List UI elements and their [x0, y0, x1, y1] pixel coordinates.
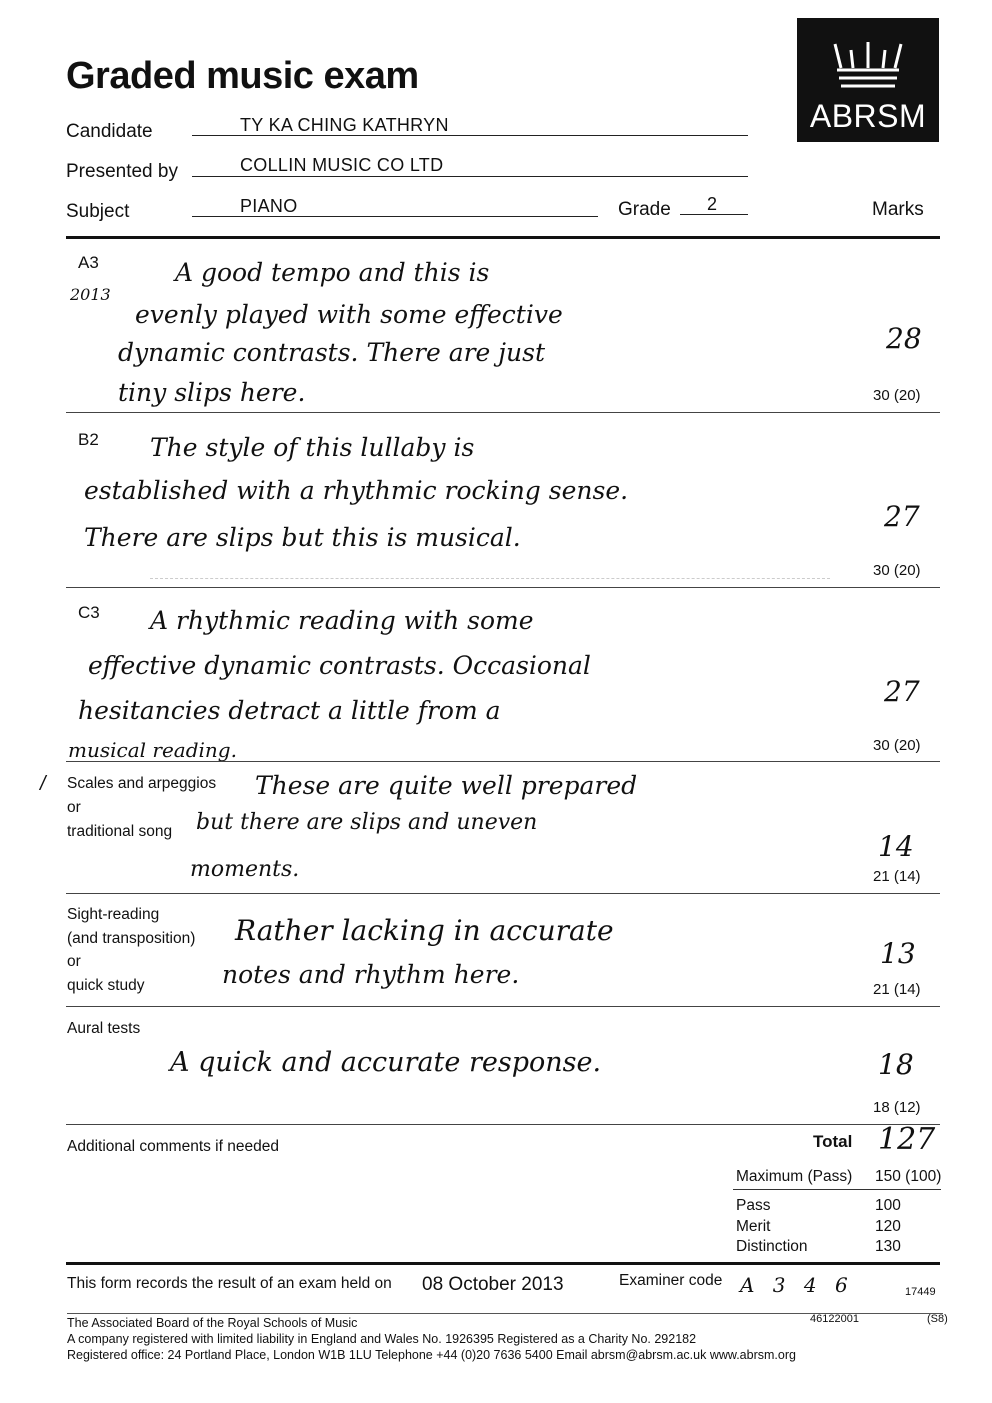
piece-a-comment-line: dynamic contrasts. There are just	[118, 338, 546, 367]
section-divider	[66, 893, 940, 894]
scales-comment-line: These are quite well prepared	[255, 771, 638, 800]
presented-by-value: COLLIN MUSIC CO LTD	[240, 155, 444, 175]
grade-line	[680, 214, 748, 215]
piece-c-comment-line: effective dynamic contrasts. Occasional	[88, 651, 591, 680]
total-value: 127	[878, 1122, 936, 1157]
candidate-line	[192, 135, 748, 136]
piece-a-comment-line: evenly played with some effective	[135, 300, 563, 329]
serial-number: 17449	[905, 1286, 936, 1298]
piece-b-comment-line: The style of this lullaby is	[150, 433, 475, 462]
presented-by-label: Presented by	[66, 161, 178, 182]
office-line: Registered office: 24 Portland Place, London W1B 1LU Telephone +44 (0)20 7636 5400 Email abrsm@abrsm.ac.uk www.abrsm.org	[67, 1348, 796, 1362]
piece-a-comment-line: tiny slips here.	[118, 378, 306, 407]
scales-max: 21 (14)	[873, 868, 921, 885]
aural-max: 18 (12)	[873, 1099, 921, 1116]
piece-a-year: 2013	[70, 285, 111, 304]
grade-label: Grade	[618, 199, 671, 220]
section-divider	[66, 587, 940, 588]
merit-score: 120	[875, 1217, 901, 1235]
examiner-code-label: Examiner code	[619, 1272, 723, 1289]
section-divider	[66, 1124, 940, 1125]
subject-value: PIANO	[240, 196, 298, 216]
sight-mark: 13	[880, 937, 916, 970]
sight-comment-line: Rather lacking in accurate	[235, 914, 614, 947]
records-text: This form records the result of an exam held on	[67, 1275, 392, 1292]
scales-comment-line: moments.	[190, 857, 300, 882]
scales-label: Scales and arpeggios	[67, 775, 217, 792]
org-name: The Associated Board of the Royal Schools of Music	[67, 1316, 358, 1330]
tick-mark: /	[40, 773, 46, 795]
form-title: Graded music exam	[66, 55, 419, 97]
subject-line	[192, 216, 598, 217]
dotted-guide	[150, 578, 830, 579]
pass-label: Pass	[736, 1197, 771, 1214]
piece-c-max: 30 (20)	[873, 737, 921, 754]
distinction-label: Distinction	[736, 1238, 808, 1255]
marks-header: Marks	[872, 199, 924, 220]
piece-b-mark: 27	[884, 500, 920, 533]
candidate-label: Candidate	[66, 121, 153, 142]
subject-label: Subject	[66, 201, 130, 222]
piece-c-mark: 27	[884, 675, 920, 708]
presented-by-line	[192, 176, 748, 177]
sight-or-label: or	[67, 953, 81, 970]
piece-a-max: 30 (20)	[873, 387, 921, 404]
scales-comment-line: but there are slips and uneven	[196, 810, 538, 835]
bands-names	[736, 1196, 808, 1258]
piece-c-comment-line: A rhythmic reading with some	[150, 606, 534, 635]
distinction-score: 130	[875, 1238, 901, 1255]
bands-rule	[733, 1189, 941, 1190]
header-rule	[66, 236, 940, 239]
registration-line: A company registered with limited liability in England and Wales No. 1926395 Registered as a Charity No. 292182	[67, 1332, 697, 1346]
sight-max: 21 (14)	[873, 981, 921, 998]
piece-c-code: C3	[78, 603, 100, 622]
candidate-name: TY KA CHING KATHRYN	[240, 115, 449, 135]
piece-c-comment-line: hesitancies detract a little from a	[78, 696, 501, 725]
examiner-code: A 3 4 6	[740, 1273, 854, 1297]
merit-label: Merit	[736, 1217, 771, 1235]
pass-score: 100	[875, 1197, 901, 1214]
section-divider	[66, 761, 940, 762]
piece-b-comment-line: There are slips but this is musical.	[84, 523, 521, 552]
section-divider	[66, 412, 940, 413]
max-pass-label: Maximum (Pass)	[736, 1168, 853, 1185]
additional-comments-label: Additional comments if needed	[67, 1138, 279, 1155]
piece-b-code: B2	[78, 430, 99, 449]
piece-b-comment-line: established with a rhythmic rocking sense.	[84, 476, 629, 505]
scales-or-label: or	[67, 799, 81, 816]
aural-mark: 18	[878, 1048, 914, 1081]
piece-a-comment-line: A good tempo and this is	[175, 258, 490, 287]
traditional-song-label: traditional song	[67, 823, 173, 840]
form-number: 46122001	[810, 1313, 859, 1325]
exam-date: 08 October 2013	[422, 1274, 564, 1295]
quick-study-label: quick study	[67, 977, 145, 994]
piece-c-comment-line: musical reading.	[68, 738, 237, 762]
grade-value: 2	[707, 194, 718, 214]
sight-reading-label: Sight-reading	[67, 906, 160, 923]
abrsm-logo	[797, 18, 939, 142]
section-divider	[66, 1006, 940, 1007]
total-label: Total	[813, 1132, 853, 1151]
scales-mark: 14	[878, 830, 914, 863]
aural-label: Aural tests	[67, 1020, 141, 1037]
transposition-label: (and transposition)	[67, 930, 196, 947]
piece-b-max: 30 (20)	[873, 562, 921, 579]
aural-comment: A quick and accurate response.	[170, 1047, 602, 1078]
piece-a-code: A3	[78, 253, 99, 272]
crown-icon	[831, 40, 905, 94]
piece-a-mark: 28	[886, 322, 922, 355]
sight-comment-line: notes and rhythm here.	[222, 960, 520, 989]
bands-scores	[875, 1196, 901, 1258]
form-code: (S8)	[927, 1313, 948, 1325]
logo-text: ABRSM	[809, 98, 927, 134]
max-pass-value: 150 (100)	[875, 1168, 942, 1185]
